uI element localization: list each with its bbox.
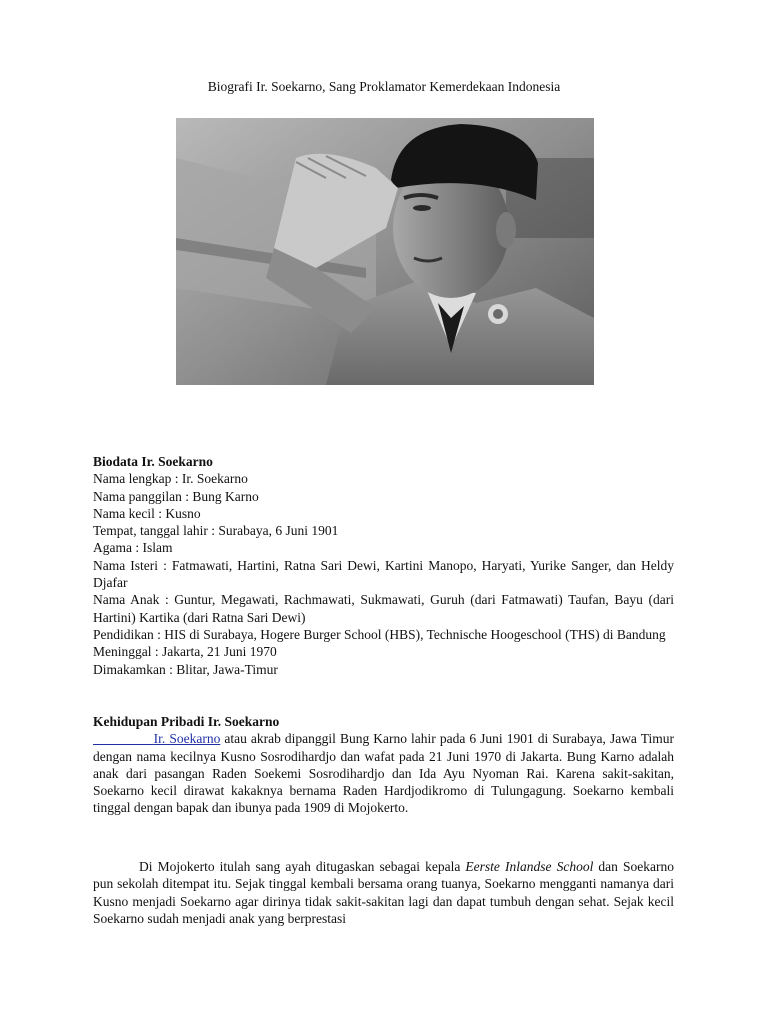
biodata-line: Nama kecil : Kusno: [93, 505, 201, 521]
document-title: Biografi Ir. Soekarno, Sang Proklamator Kemerdekaan Indonesia: [207, 79, 561, 94]
biodata-line: Nama lengkap : Ir. Soekarno: [93, 471, 248, 487]
paragraph-text: Di Mojokerto itulah sang ayah ditugaskan sebagai kepala: [139, 859, 466, 874]
biodata-line: Dimakamkan : Blitar, Jawa-Timur: [93, 661, 278, 677]
kehidupan-paragraph-2: [93, 858, 674, 927]
biodata-line: Nama Anak : Guntur, Megawati, Rachmawati, Sukmawati, Guruh (dari Fatmawati) Taufan, Bayu (dari Hartini) Kartika (dari Ratna Sari Dewi): [93, 592, 674, 625]
biodata-line: Nama Isteri : Fatmawati, Hartini, Ratna Sari Dewi, Kartini Manopo, Haryati, Yurike Sanger, dan Heldy Djafar: [93, 557, 674, 591]
soekarno-saluting-photo: [176, 118, 594, 385]
school-name-italic: Eerste Inlandse School: [465, 859, 594, 874]
biodata-line: Nama panggilan : Bung Karno: [93, 488, 259, 504]
biodata-line: Pendidikan : HIS di Surabaya, Hogere Burger School (HBS), Technische Hoogeschool (THS) di Bandung: [93, 626, 666, 642]
biodata-line: Tempat, tanggal lahir : Surabaya, 6 Juni 1901: [93, 523, 339, 539]
kehidupan-section: [93, 713, 674, 817]
paragraph-text: dan Soekarno pun sekolah ditempat itu. Sejak tinggal kembali bersama orang tuanya, Soekarno mengganti namanya dari Kusno menjadi Soekarno agar dirinya tidak sakit-sakitan lagi dan dapat tumbuh dengan sehat. Sejak kecil Soekarno sudah menjadi anak yang berprestasi: [93, 859, 674, 926]
biodata-line: Meninggal : Jakarta, 21 Juni 1970: [93, 644, 277, 660]
link-indent: [93, 731, 154, 746]
biodata-section: [93, 453, 674, 678]
kehidupan-heading: Kehidupan Pribadi Ir. Soekarno: [93, 714, 280, 729]
biodata-heading: Biodata Ir. Soekarno: [93, 454, 213, 469]
kehidupan-paragraph-1: [93, 730, 674, 816]
kehidupan-paragraph-2-block: [93, 858, 674, 927]
soekarno-link[interactable]: Ir. Soekarno: [153, 731, 221, 747]
biodata-line: Agama : Islam: [93, 540, 173, 556]
paragraph-text: atau akrab dipanggil Bung Karno lahir pada 6 Juni 1901 di Surabaya, Jawa Timur dengan nama kecilnya Kusno Sosrodihardjo dan wafat pada 21 Juni 1970 di Jakarta. Bung Karno adalah anak dari pasangan Raden Soekemi Sosrodihardjo dan Ida Ayu Nyoman Rai. Karena sakit-sakitan, Soekarno kecil dirawat kakaknya bernama Raden Hardjodikromo di Tulungagung. Soekarno kembali tinggal dengan bapak dan ibunya pada 1909 di Mojokerto.: [93, 731, 674, 816]
